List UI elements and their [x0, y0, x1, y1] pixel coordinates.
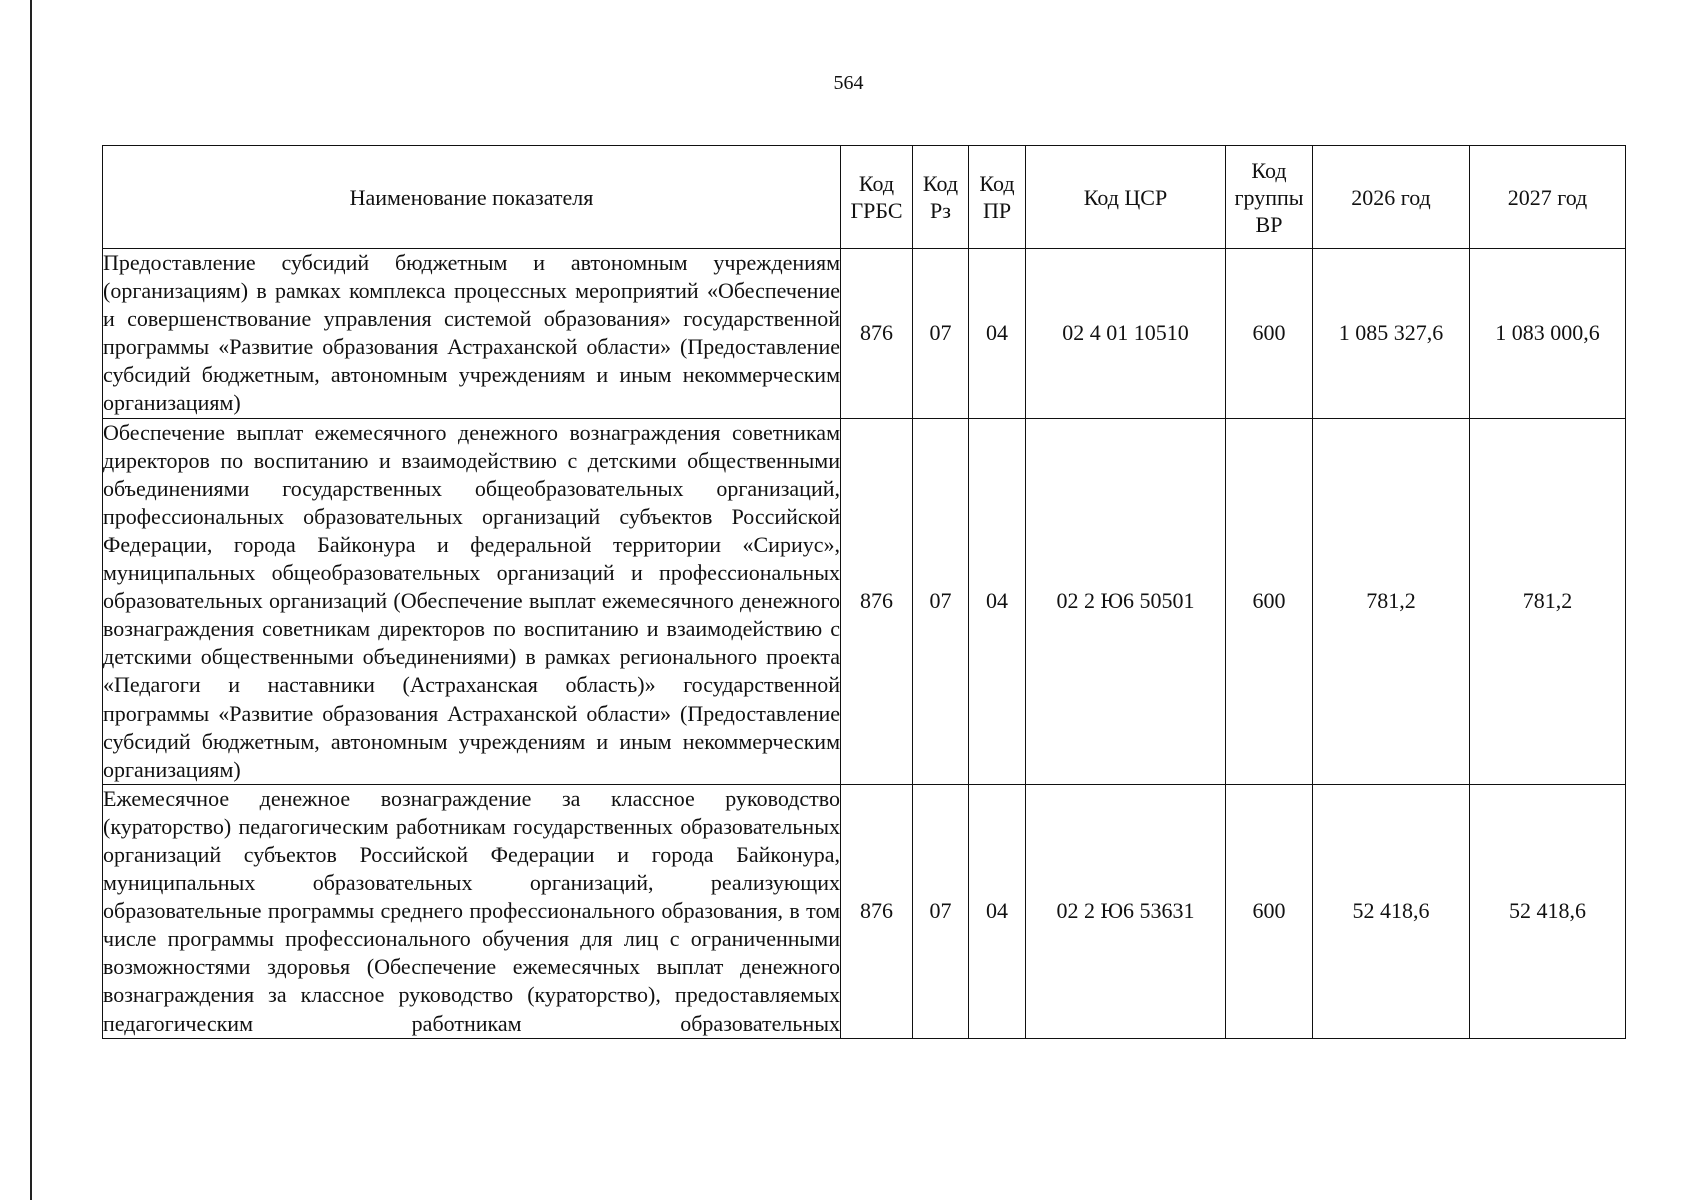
- budget-table: [102, 145, 1626, 1039]
- header-rz: Код Рз: [913, 146, 969, 249]
- row-pr: 04: [969, 418, 1026, 784]
- table-row: [103, 784, 1626, 1038]
- row-grbs: 876: [841, 249, 913, 419]
- table-header-row: [103, 146, 1626, 249]
- header-csr: Код ЦСР: [1026, 146, 1226, 249]
- row-year-2027: 52 418,6: [1470, 784, 1626, 1038]
- row-pr: 04: [969, 784, 1026, 1038]
- page-number: 564: [833, 72, 864, 94]
- row-name: Предоставление субсидий бюджетным и автономным учреждениям (организациям) в рамках комплекса процессных мероприятий «Обеспечение и совершенствование управления системой образования» государственной программы «Развитие образования Астраханской области» (Предоставление субсидий бюджетным, автономным учреждениям и иным некоммерческим организациям): [103, 249, 841, 419]
- row-rz: 07: [913, 418, 969, 784]
- row-vr: 600: [1226, 784, 1313, 1038]
- header-name: Наименование показателя: [103, 146, 841, 249]
- row-grbs: 876: [841, 418, 913, 784]
- row-pr: 04: [969, 249, 1026, 419]
- row-vr: 600: [1226, 249, 1313, 419]
- row-year-2027: 1 083 000,6: [1470, 249, 1626, 419]
- row-year-2026: 781,2: [1313, 418, 1470, 784]
- header-year-2027: 2027 год: [1470, 146, 1626, 249]
- row-csr: 02 4 01 10510: [1026, 249, 1226, 419]
- row-csr: 02 2 Ю6 53631: [1026, 784, 1226, 1038]
- header-grbs: Код ГРБС: [841, 146, 913, 249]
- left-margin-line: [30, 0, 32, 1200]
- row-year-2026: 1 085 327,6: [1313, 249, 1470, 419]
- row-vr: 600: [1226, 418, 1313, 784]
- row-rz: 07: [913, 249, 969, 419]
- header-pr: Код ПР: [969, 146, 1026, 249]
- row-name: Ежемесячное денежное вознаграждение за классное руководство (кураторство) педагогическим работникам государственных образовательных организаций субъектов Российской Федерации и города Байконура, муниципальных образовательных организаций, реализующих образовательные программы среднего профессионального образования, в том числе программы профессионального обучения для лиц с ограниченными возможностями здоровья (Обеспечение ежемесячных выплат денежного вознаграждения за классное руководство (кураторство), предоставляемых педагогическим работникам образовательных: [103, 784, 841, 1038]
- row-year-2026: 52 418,6: [1313, 784, 1470, 1038]
- row-rz: 07: [913, 784, 969, 1038]
- table-row: [103, 249, 1626, 419]
- row-csr: 02 2 Ю6 50501: [1026, 418, 1226, 784]
- row-year-2027: 781,2: [1470, 418, 1626, 784]
- row-grbs: 876: [841, 784, 913, 1038]
- header-year-2026: 2026 год: [1313, 146, 1470, 249]
- table-row: [103, 418, 1626, 784]
- row-name: Обеспечение выплат ежемесячного денежного вознаграждения советникам директоров по воспитанию и взаимодействию с детскими общественными объединениями государственных общеобразовательных организаций, профессиональных образовательных организаций субъектов Российской Федерации, города Байконура и федеральной территории «Сириус», муниципальных общеобразовательных организаций и профессиональных образовательных организаций (Обеспечение выплат ежемесячного денежного вознаграждения советникам директоров по воспитанию и взаимодействию с детскими общественными объединениями) в рамках регионального проекта «Педагоги и наставники (Астраханская область)» государственной программы «Развитие образования Астраханской области» (Предоставление субсидий бюджетным, автономным учреждениям и иным некоммерческим организациям): [103, 418, 841, 784]
- header-vr: Код группы ВР: [1226, 146, 1313, 249]
